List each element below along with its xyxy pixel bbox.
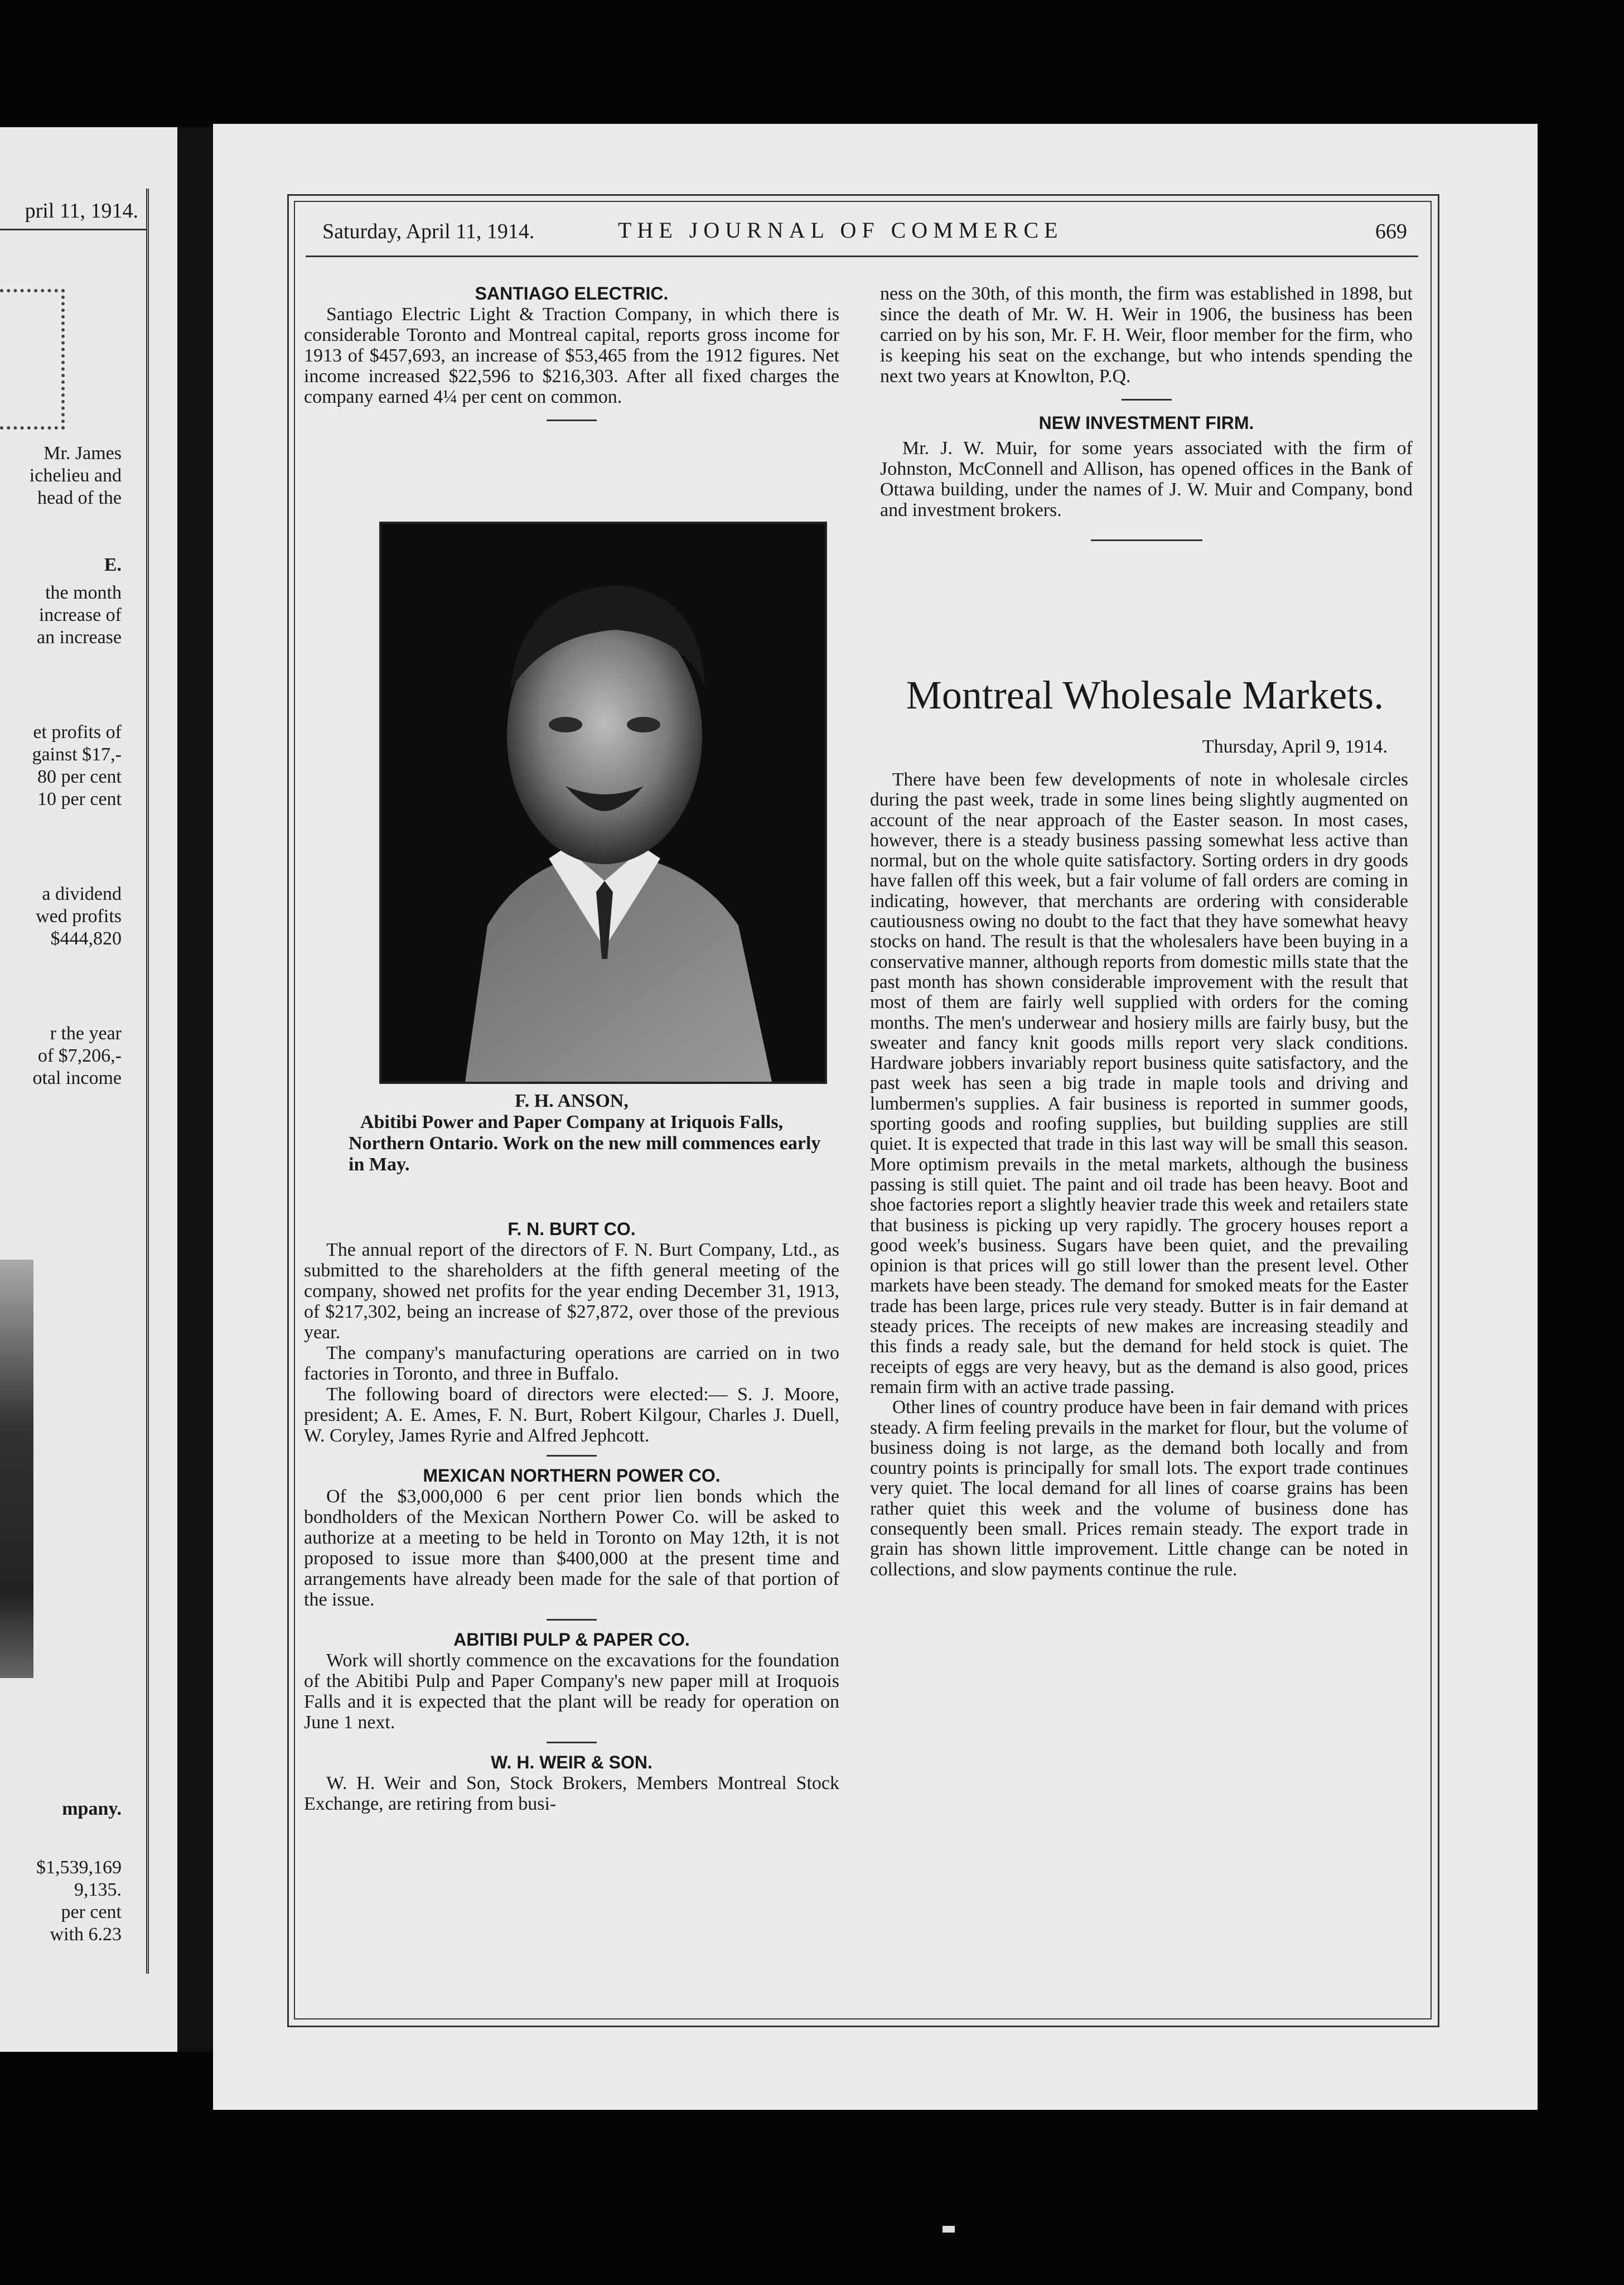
left-page-text-line: the month (45, 582, 122, 603)
left-page-text-line: a dividend (42, 884, 122, 904)
left-page-text-line: r the year (50, 1023, 122, 1044)
markets-dateline: Thursday, April 9, 1914. (1202, 736, 1388, 757)
left-page-text-line: gainst $17,- (32, 744, 122, 765)
left-page-photo-fragment (0, 1260, 33, 1678)
page-header (306, 215, 1418, 250)
abitibi-body: Work will shortly commence on the excavations for the foundation of the Abitibi Pulp and Paper Company's new paper mill at Iroquois Falls and it is expected that the plant will be ready for operation on June 1 next. (304, 1650, 839, 1733)
weir-body-start: W. H. Weir and Son, Stock Brokers, Members Montreal Stock Exchange, are retiring from busi- (304, 1773, 839, 1814)
left-column-lower (304, 1219, 839, 1814)
left-page-ornament (0, 289, 65, 430)
page-gutter (177, 127, 213, 2052)
photo-caption (304, 1091, 839, 1175)
mexican-body: Of the $3,000,000 6 per cent prior lien bonds which the bondholders of the Mexican Northern Power Co. will be asked to authorize at a meeting to be held in Toronto on May 12th, it is not proposed to issue more than $400,000 at the present time and arrangements have already been made for the sale of that portion of the issue. (304, 1486, 839, 1610)
investment-heading: NEW INVESTMENT FIRM. (1038, 413, 1254, 433)
separator-rule (1122, 399, 1172, 401)
markets-article (870, 770, 1408, 1580)
left-page-text-line: an increase (37, 627, 122, 648)
separator-rule (1091, 539, 1202, 541)
separator-rule (547, 420, 597, 421)
left-page-text-line: 10 per cent (37, 789, 122, 809)
left-page-text-line: increase of (38, 605, 122, 625)
left-page-header-rule (0, 229, 146, 230)
left-page-text-line: ichelieu and (29, 465, 122, 486)
separator-rule (547, 1619, 597, 1621)
left-page-fragment (0, 127, 177, 2052)
abitibi-heading: ABITIBI PULP & PAPER CO. (453, 1630, 690, 1650)
left-page-text-line: of $7,206,- (37, 1045, 122, 1066)
left-page-text-line: 80 per cent (37, 767, 122, 787)
burt-paragraph: The company's manufacturing operations are carried on in two factories in Toronto, and three in Buffalo. (304, 1343, 839, 1384)
weir-heading: W. H. WEIR & SON. (491, 1752, 652, 1772)
left-page-text-line: otal income (32, 1068, 122, 1088)
left-page-heading-fragment: E. (104, 555, 122, 575)
left-page-heading-fragment: mpany. (62, 1799, 122, 1819)
caption-line-2: Northern Ontario. Work on the new mill commences early in May. (349, 1133, 821, 1175)
santiago-heading: SANTIAGO ELECTRIC. (475, 283, 669, 303)
burt-heading: F. N. BURT CO. (508, 1219, 636, 1239)
separator-rule (547, 1742, 597, 1743)
header-rule (306, 256, 1418, 257)
santiago-article (304, 283, 839, 433)
caption-line-1: Abitibi Power and Paper Company at Iriquois Falls, (360, 1112, 784, 1132)
left-page-text-line: $444,820 (50, 928, 122, 949)
left-page-text-line: 9,135. (74, 1879, 122, 1900)
page-number: 669 (1375, 220, 1407, 243)
left-page-text-line: head of the (37, 488, 122, 508)
weir-body-continued: ness on the 30th, of this month, the firm was established in 1898, but since the death of Mr. W. H. Weir in 1906, the business has been carried on by his son, Mr. F. H. Weir, floor member for the firm, who is keeping his seat on the exchange, but who intends spending the next two years at Knowlton, P.Q. (880, 283, 1413, 387)
caption-name: F. H. ANSON, (515, 1091, 629, 1111)
issue-date: Saturday, April 11, 1914. (322, 220, 535, 243)
left-page-text-line: wed profits (36, 906, 122, 927)
separator-rule (547, 1455, 597, 1457)
left-page-text-line: Mr. James (44, 443, 122, 464)
markets-heading: Montreal Wholesale Markets. (906, 673, 1384, 717)
journal-title: THE JOURNAL OF COMMERCE (618, 218, 1064, 243)
markets-paragraph-2: Other lines of country produce have been in fair demand with prices steady. A firm feeling prevails in the market for flour, but the volume of business doing is not large, as the demand both locally and from country points is principally for small lots. The export trade continues very quiet. The local demand for all lines of coarse grains has been rather quiet this week and the volume of business done has consequently been small. Prices remain steady. The export trade in grain has shown little improvement. Little change can be noted in collections, and slow payments continue the rule. (870, 1397, 1408, 1580)
investment-body: Mr. J. W. Muir, for some years associated with the firm of Johnston, McConnell and Allison, has opened offices in the Bank of Ottawa building, under the names of J. W. Muir and Company, bond and investment brokers. (880, 438, 1413, 520)
markets-paragraph-1: There have been few developments of note in wholesale circles during the past week, trade in some lines being slightly augmented on account of the near approach of the Easter season. In most cases, however, there is a steady business passing somewhat less active than normal, but on the whole quite satisfactory. Sorting orders in dry goods have fallen off this week, but a fair volume of fall orders are coming in indicating, however, that merchants are ordering with considerable cautiousness owing no doubt to the fact that they have somewhat heavy stocks on hand. The result is that the wholesalers have been buying in a conservative manner, although reports from domestic mills state that the past month has shown considerable improvement with the result that most of them are fairly well supplied with orders for the coming months. The men's underwear and hosiery mills are fairly busy, but the sweater and fancy knit goods mills report very slack conditions. Hardware jobbers invariably report business quite satisfactory, and the past week has seen a big trade in maple tools and driving and lumbermen's supplies. A fair business is reported in summer goods, sporting goods and roofing supplies, but building supplies are still quiet. It is expected that trade in this last way will be small this season. More optimism prevails in the metal markets, although the business passing is still quiet. The paint and oil trade has been heavy. Boot and shoe factories report a slightly heavier trade this week and retailers state that business is picking up very rapidly. The grocery houses report a good week's business. Sugars have been quiet, and the prevailing opinion is that prices will go still lower than the present level. Other markets have been steady. The demand for smoked meats for the Easter trade has been large, prices rule very steady. Butter is in fair demand at steady prices. The receipts of new makes are increasing steadily and this finds a ready sale, but the demand for held stock is quiet. The receipts of eggs are very heavy, but as the demand is also good, prices remain firm with an active trade passing. (870, 769, 1408, 1397)
mexican-heading: MEXICAN NORTHERN POWER CO. (423, 1466, 721, 1486)
binding-mark (942, 2226, 955, 2233)
portrait-photo (379, 522, 827, 1084)
burt-paragraph: The annual report of the directors of F. N. Burt Company, Ltd., as submitted to the shareholders at the fifth general meeting of the company, showed net profits for the year ending December 31, 1913, of $217,302, being an increase of $27,872, over those of the previous year. (304, 1240, 839, 1343)
right-column-top (880, 283, 1413, 553)
santiago-body: Santiago Electric Light & Traction Company, in which there is considerable Toronto and Montreal capital, reports gross income for 1913 of $457,693, an increase of $53,465 from the 1912 figures. Net income increased $22,596 to $216,303. After all fixed charges the company earned 4¼ per cent on common. (304, 304, 839, 407)
left-page-text-line: et profits of (33, 722, 122, 743)
burt-paragraph: The following board of directors were elected:— S. J. Moore, president; A. E. Ames, F. N. Burt, Robert Kilgour, Charles J. Duell, W. Coryley, James Ryrie and Alfred Jephcott. (304, 1384, 839, 1446)
left-page-text-line: with 6.23 (50, 1924, 122, 1945)
left-page-text-line: per cent (61, 1902, 122, 1922)
left-page-text-line: $1,539,169 (36, 1857, 122, 1878)
left-page-header-date: pril 11, 1914. (25, 199, 138, 223)
